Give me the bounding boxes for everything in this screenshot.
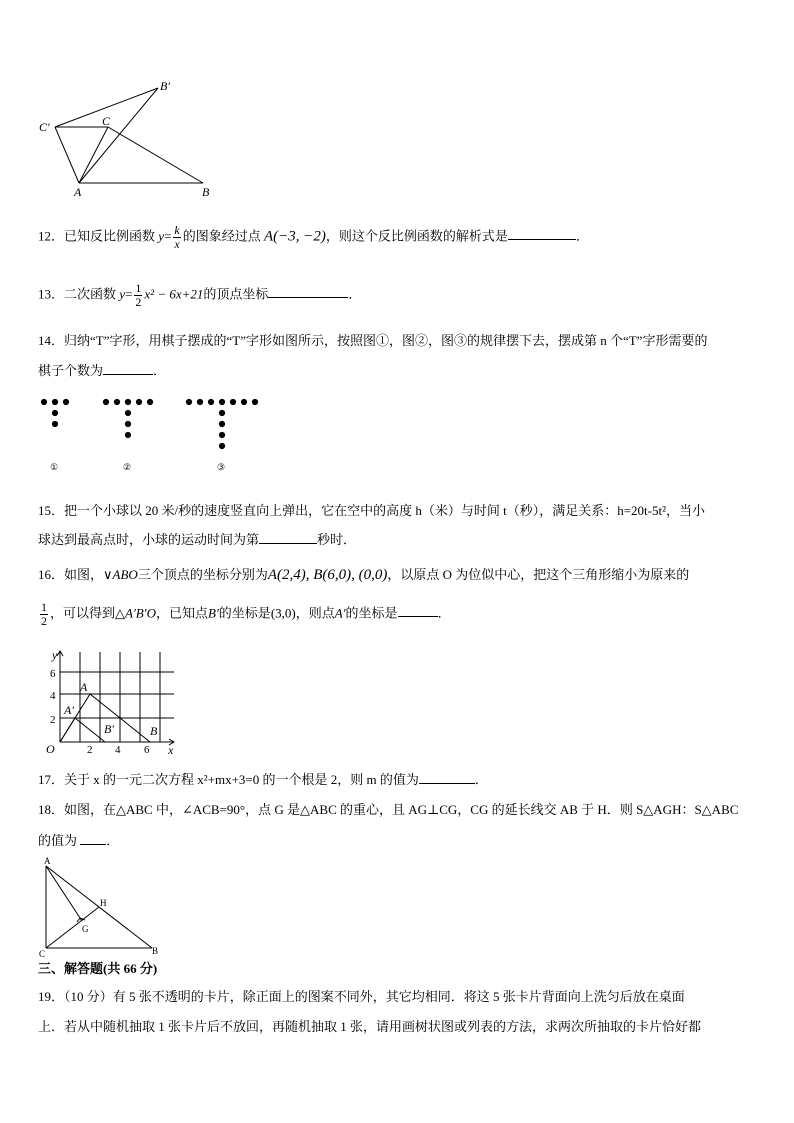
vertex-a-label: A xyxy=(44,856,51,866)
dot xyxy=(219,410,225,416)
q12-fraction xyxy=(173,224,180,251)
question-18-line-1: 18．如图，在△ABC 中，∠ACB=90°，点 G 是△ABC 的重心，且 AG⊥CG，CG 的延长线交 AB 于 H．则 S△AGH：S△ABC xyxy=(38,802,739,817)
dot xyxy=(197,399,203,405)
question-15-line-1: 15．把一个小球以 20 米/秒的速度竖直向上弹出，它在空中的高度 h（米）与时间 t（秒），满足关系：h=20t-5t²，当小 xyxy=(38,503,706,518)
dot xyxy=(219,421,225,427)
point-b-label: B xyxy=(150,724,158,738)
q16-text-4: ，可以得到 xyxy=(50,605,116,621)
label-b-prime: B′ xyxy=(160,79,170,93)
dot xyxy=(219,443,225,449)
y-tick-4: 4 xyxy=(50,690,56,702)
question-18-line-2 xyxy=(38,832,119,850)
q13-eq: = xyxy=(125,286,133,302)
q13-frac-den: 2 xyxy=(135,295,142,309)
q13-y: y xyxy=(119,286,126,302)
answer-blank-14[interactable] xyxy=(103,362,153,375)
question-16-line-1 xyxy=(38,566,689,584)
figure-coordinate-grid xyxy=(44,647,184,755)
q13-number: 13． xyxy=(38,286,65,302)
q16-text-2: 三个顶点的坐标分别为 xyxy=(137,567,268,582)
q12-point: A(−3, −2) xyxy=(264,228,326,245)
question-12 xyxy=(38,224,589,251)
vertex-b-label: B xyxy=(152,946,159,956)
dot xyxy=(125,432,131,438)
dot xyxy=(208,399,214,405)
q12-frac-den: x xyxy=(174,237,180,251)
q15-text-1: 球达到最高点时，小球的运动时间为第 xyxy=(38,532,260,547)
q12-text-3: ，则这个反比例函数的解析式是 xyxy=(325,228,508,244)
question-14-line-1: 14．归纳“T”字形，用棋子摆成的“T”字形如图所示，按照图①，图②，图③的规律摆下去，摆成第 n 个“T”字形需要的 xyxy=(38,333,708,348)
q13-frac-num: 1 xyxy=(135,281,142,295)
point-b-prime-label: B′ xyxy=(104,722,114,736)
point-h-label: H xyxy=(100,898,107,908)
dot xyxy=(52,399,58,405)
point-a-label: A xyxy=(80,680,88,694)
q12-y: y xyxy=(158,228,165,244)
q13-text-1: 二次函数 xyxy=(64,286,117,302)
dot xyxy=(125,421,131,427)
label-a: A xyxy=(74,185,82,199)
dot xyxy=(136,399,142,405)
question-15-line-2 xyxy=(38,531,356,549)
q13-fraction xyxy=(134,282,142,309)
question-19-line-1: 19．（10 分）有 5 张不透明的卡片，除正面上的图案不同外，其它均相同．将这 5 张卡片背面向上洗匀后放在桌面 xyxy=(38,989,685,1004)
dot xyxy=(125,399,131,405)
question-17 xyxy=(38,771,488,789)
y-tick-6: 6 xyxy=(50,668,56,680)
q16-text-3: ，以原点 O 为位似中心，把这个三角形缩小为原来的 xyxy=(387,567,690,582)
q16-text-1: 16．如图， xyxy=(38,567,104,582)
q17-text: 17．关于 x 的一元二次方程 x²+mx+3=0 的一个根是 2，则 m 的值为 xyxy=(38,772,419,787)
axis-label-y: y xyxy=(52,648,58,662)
label-c-prime: C′ xyxy=(39,120,50,134)
y-tick-2: 2 xyxy=(50,714,56,726)
q14-end: ． xyxy=(153,363,167,378)
caption-1: ① xyxy=(50,462,59,472)
label-b: B xyxy=(202,185,210,199)
q16-frac-den: 2 xyxy=(41,614,47,628)
answer-blank-15[interactable] xyxy=(259,531,317,544)
dot xyxy=(103,399,109,405)
q14-text: 棋子个数为 xyxy=(38,363,104,378)
caption-3: ③ xyxy=(217,462,226,472)
answer-blank-13[interactable] xyxy=(268,285,348,298)
q16-text-6: 的坐标是 xyxy=(218,605,271,621)
q16-triangle-2: △A′B′O xyxy=(115,605,156,621)
question-14-line-2 xyxy=(38,362,166,380)
question-16-line-2 xyxy=(38,601,451,628)
x-tick-6: 6 xyxy=(144,744,150,755)
q17-end: ． xyxy=(474,772,488,787)
dot xyxy=(114,399,120,405)
axis-label-x: x xyxy=(168,743,174,755)
centroid-g-label: G xyxy=(82,924,89,934)
q16-b-prime: B′ xyxy=(208,605,219,621)
q13-end: ． xyxy=(348,286,362,302)
dot xyxy=(147,399,153,405)
q12-frac-num: k xyxy=(174,223,180,237)
q18-end: ． xyxy=(106,833,120,848)
q12-text-1: 已知反比例函数 xyxy=(64,228,156,244)
q16-a-prime: A′ xyxy=(334,605,346,621)
label-c: C xyxy=(102,114,111,128)
q16-end: ． xyxy=(437,605,451,621)
q13-text-2: 的顶点坐标 xyxy=(203,286,269,302)
q16-text-7: ，则点 xyxy=(295,605,335,621)
q12-end: ． xyxy=(575,228,589,244)
question-19-line-2: 上．若从中随机抽取 1 张卡片后不放回，再随机抽取 1 张，请用画树状图或列表的方法，求两次所抽取的卡片恰好都 xyxy=(38,1019,702,1034)
vertex-c-label: C xyxy=(39,949,46,959)
q16-fraction xyxy=(40,601,48,628)
x-tick-4: 4 xyxy=(115,744,121,755)
q16-b-coord: (3,0) xyxy=(270,605,296,621)
answer-blank-18[interactable] xyxy=(80,832,106,845)
q16-coords: A(2,4), B(6,0), (0,0) xyxy=(267,567,388,583)
q18-text: 的值为 xyxy=(38,833,78,848)
dot xyxy=(219,432,225,438)
q16-frac-num: 1 xyxy=(41,600,47,614)
q12-eq: = xyxy=(164,228,172,244)
q15-text-2: 秒时． xyxy=(317,532,357,547)
x-tick-2: 2 xyxy=(87,744,93,755)
figure-t-shapes xyxy=(36,394,276,474)
origin-label: O xyxy=(46,742,55,755)
point-a-prime-label: A′ xyxy=(64,703,74,717)
dot xyxy=(41,399,47,405)
dot xyxy=(219,399,225,405)
dot xyxy=(186,399,192,405)
caption-2: ② xyxy=(123,462,132,472)
q16-triangle: ∨ABO xyxy=(103,567,138,582)
q13-expression: x² − 6x+21 xyxy=(144,286,204,302)
q16-text-5: ，已知点 xyxy=(155,605,208,621)
dot xyxy=(52,410,58,416)
question-13 xyxy=(38,282,361,309)
figure-rotated-triangles xyxy=(36,78,226,200)
q16-text-8: 的坐标是 xyxy=(345,605,398,621)
dot xyxy=(252,399,258,405)
q12-number: 12． xyxy=(38,228,65,244)
q12-text-2: 的图象经过点 xyxy=(182,228,261,244)
answer-blank-17[interactable] xyxy=(419,771,475,784)
section-heading: 三、解答题(共 66 分) xyxy=(38,961,158,976)
dot xyxy=(125,410,131,416)
dot xyxy=(52,421,58,427)
answer-blank-16[interactable] xyxy=(398,604,438,617)
answer-blank-12[interactable] xyxy=(508,227,576,240)
dot xyxy=(63,399,69,405)
dot xyxy=(241,399,247,405)
dot xyxy=(230,399,236,405)
figure-right-triangle xyxy=(38,856,168,960)
